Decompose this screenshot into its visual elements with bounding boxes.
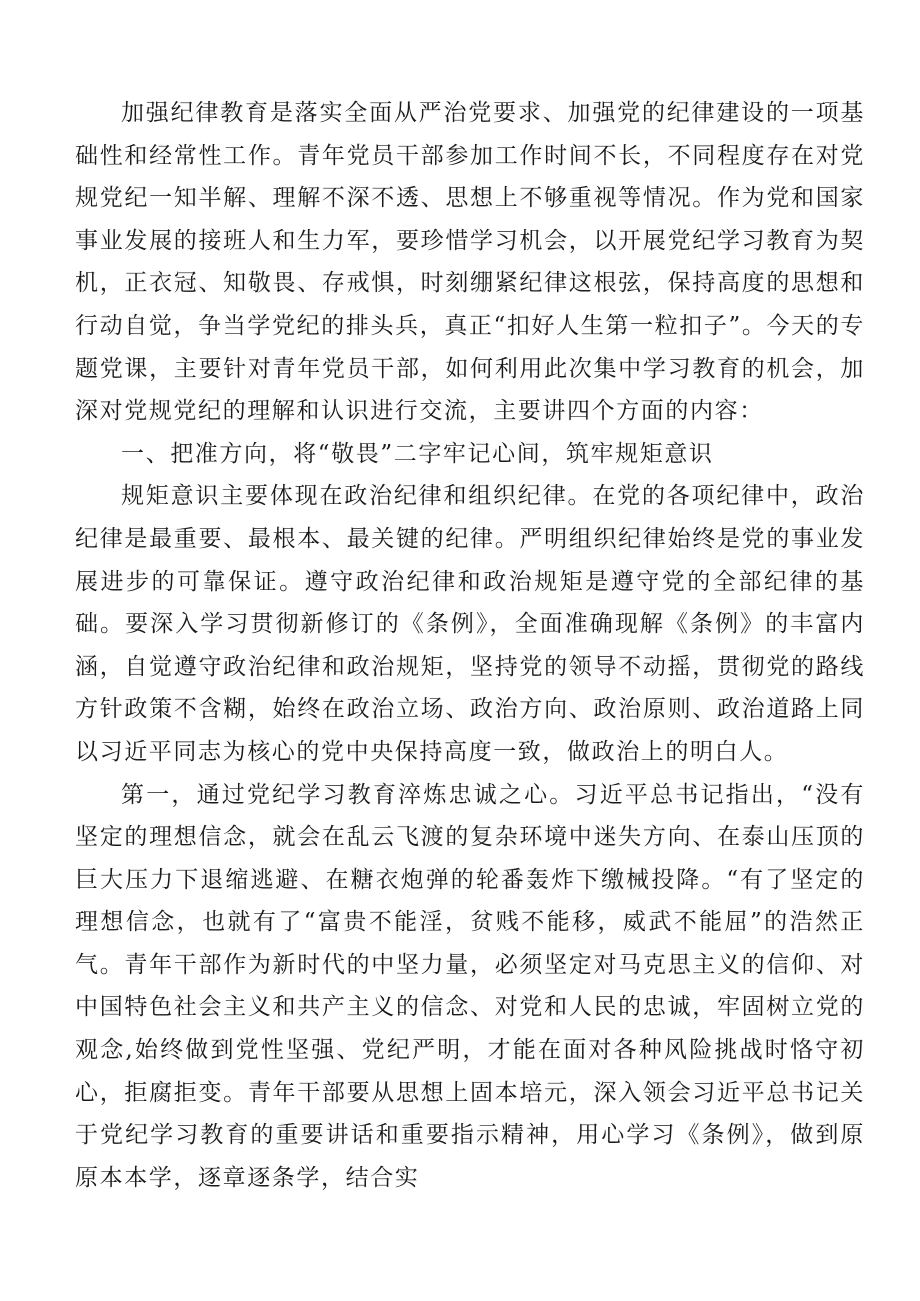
body-paragraph: 第一，通过党纪学习教育淬炼忠诚之心。习近平总书记指出，“没有坚定的理想信念，就会在乱云飞渡的复杂环境中迷失方向、在泰山压顶的巨大压力下退缩逃避、在糖衣炮弹的轮番轰炸下缴械投降。“有了坚定的理想信念，也就有了“富贵不能淫，贫贱不能移，威武不能屈”的浩然正气。青年干部作为新时代的中坚力量，必须坚定对马克思主义的信仰、对中国特色社会主义和共产主义的信念、对党和人民的忠诚，牢固树立党的观念,始终做到党性坚强、党纪严明，才能在面对各种风险挑战时恪守初心，拒腐拒变。青年干部要从思想上固本培元，深入领会习近平总书记关于党纪学习教育的重要讲话和重要指示精神，用心学习《条例》，做到原原本本学，逐章逐条学，结合实 [75,781,865,1191]
section-heading: 一、把准方向，将“敬畏”二字牢记心间，筑牢规矩意识 [121,440,714,467]
intro-paragraph: 加强纪律教育是落实全面从严治党要求、加强党的纪律建设的一项基础性和经常性工作。青年党员干部参加工作时间不长，不同程度存在对党规党纪一知半解、理解不深不透、思想上不够重视等情况。作为党和国家事业发展的接班人和生力军，要珍惜学习机会，以开展党纪学习教育为契机，正衣冠、知敬畏、存戒惧，时刻绷紧纪律这根弦，保持高度的思想和行动自觉，争当学党纪的排头兵，真正“扣好人生第一粒扣子”。今天的专题党课，主要针对青年党员干部，如何利用此次集中学习教育的机会，加深对党规党纪的理解和认识进行交流，主要讲四个方面的内容： [75,100,865,425]
document-body [75,92,865,1199]
body-paragraph: 规矩意识主要体现在政治纪律和组织纪律。在党的各项纪律中，政治纪律是最重要、最根本、最关键的纪律。严明组织纪律始终是党的事业发展进步的可靠保证。遵守政治纪律和政治规矩是遵守党的全部纪律的基础。要深入学习贯彻新修订的《条例》，全面准确现解《条例》的丰富内涵，自觉遵守政治纪律和政治规矩，坚持党的领导不动摇，贯彻党的路线方针政策不含糊，始终在政治立场、政治方向、政治原则、政治道路上同以习近平同志为核心的党中央保持高度一致，做政治上的明白人。 [75,483,865,765]
